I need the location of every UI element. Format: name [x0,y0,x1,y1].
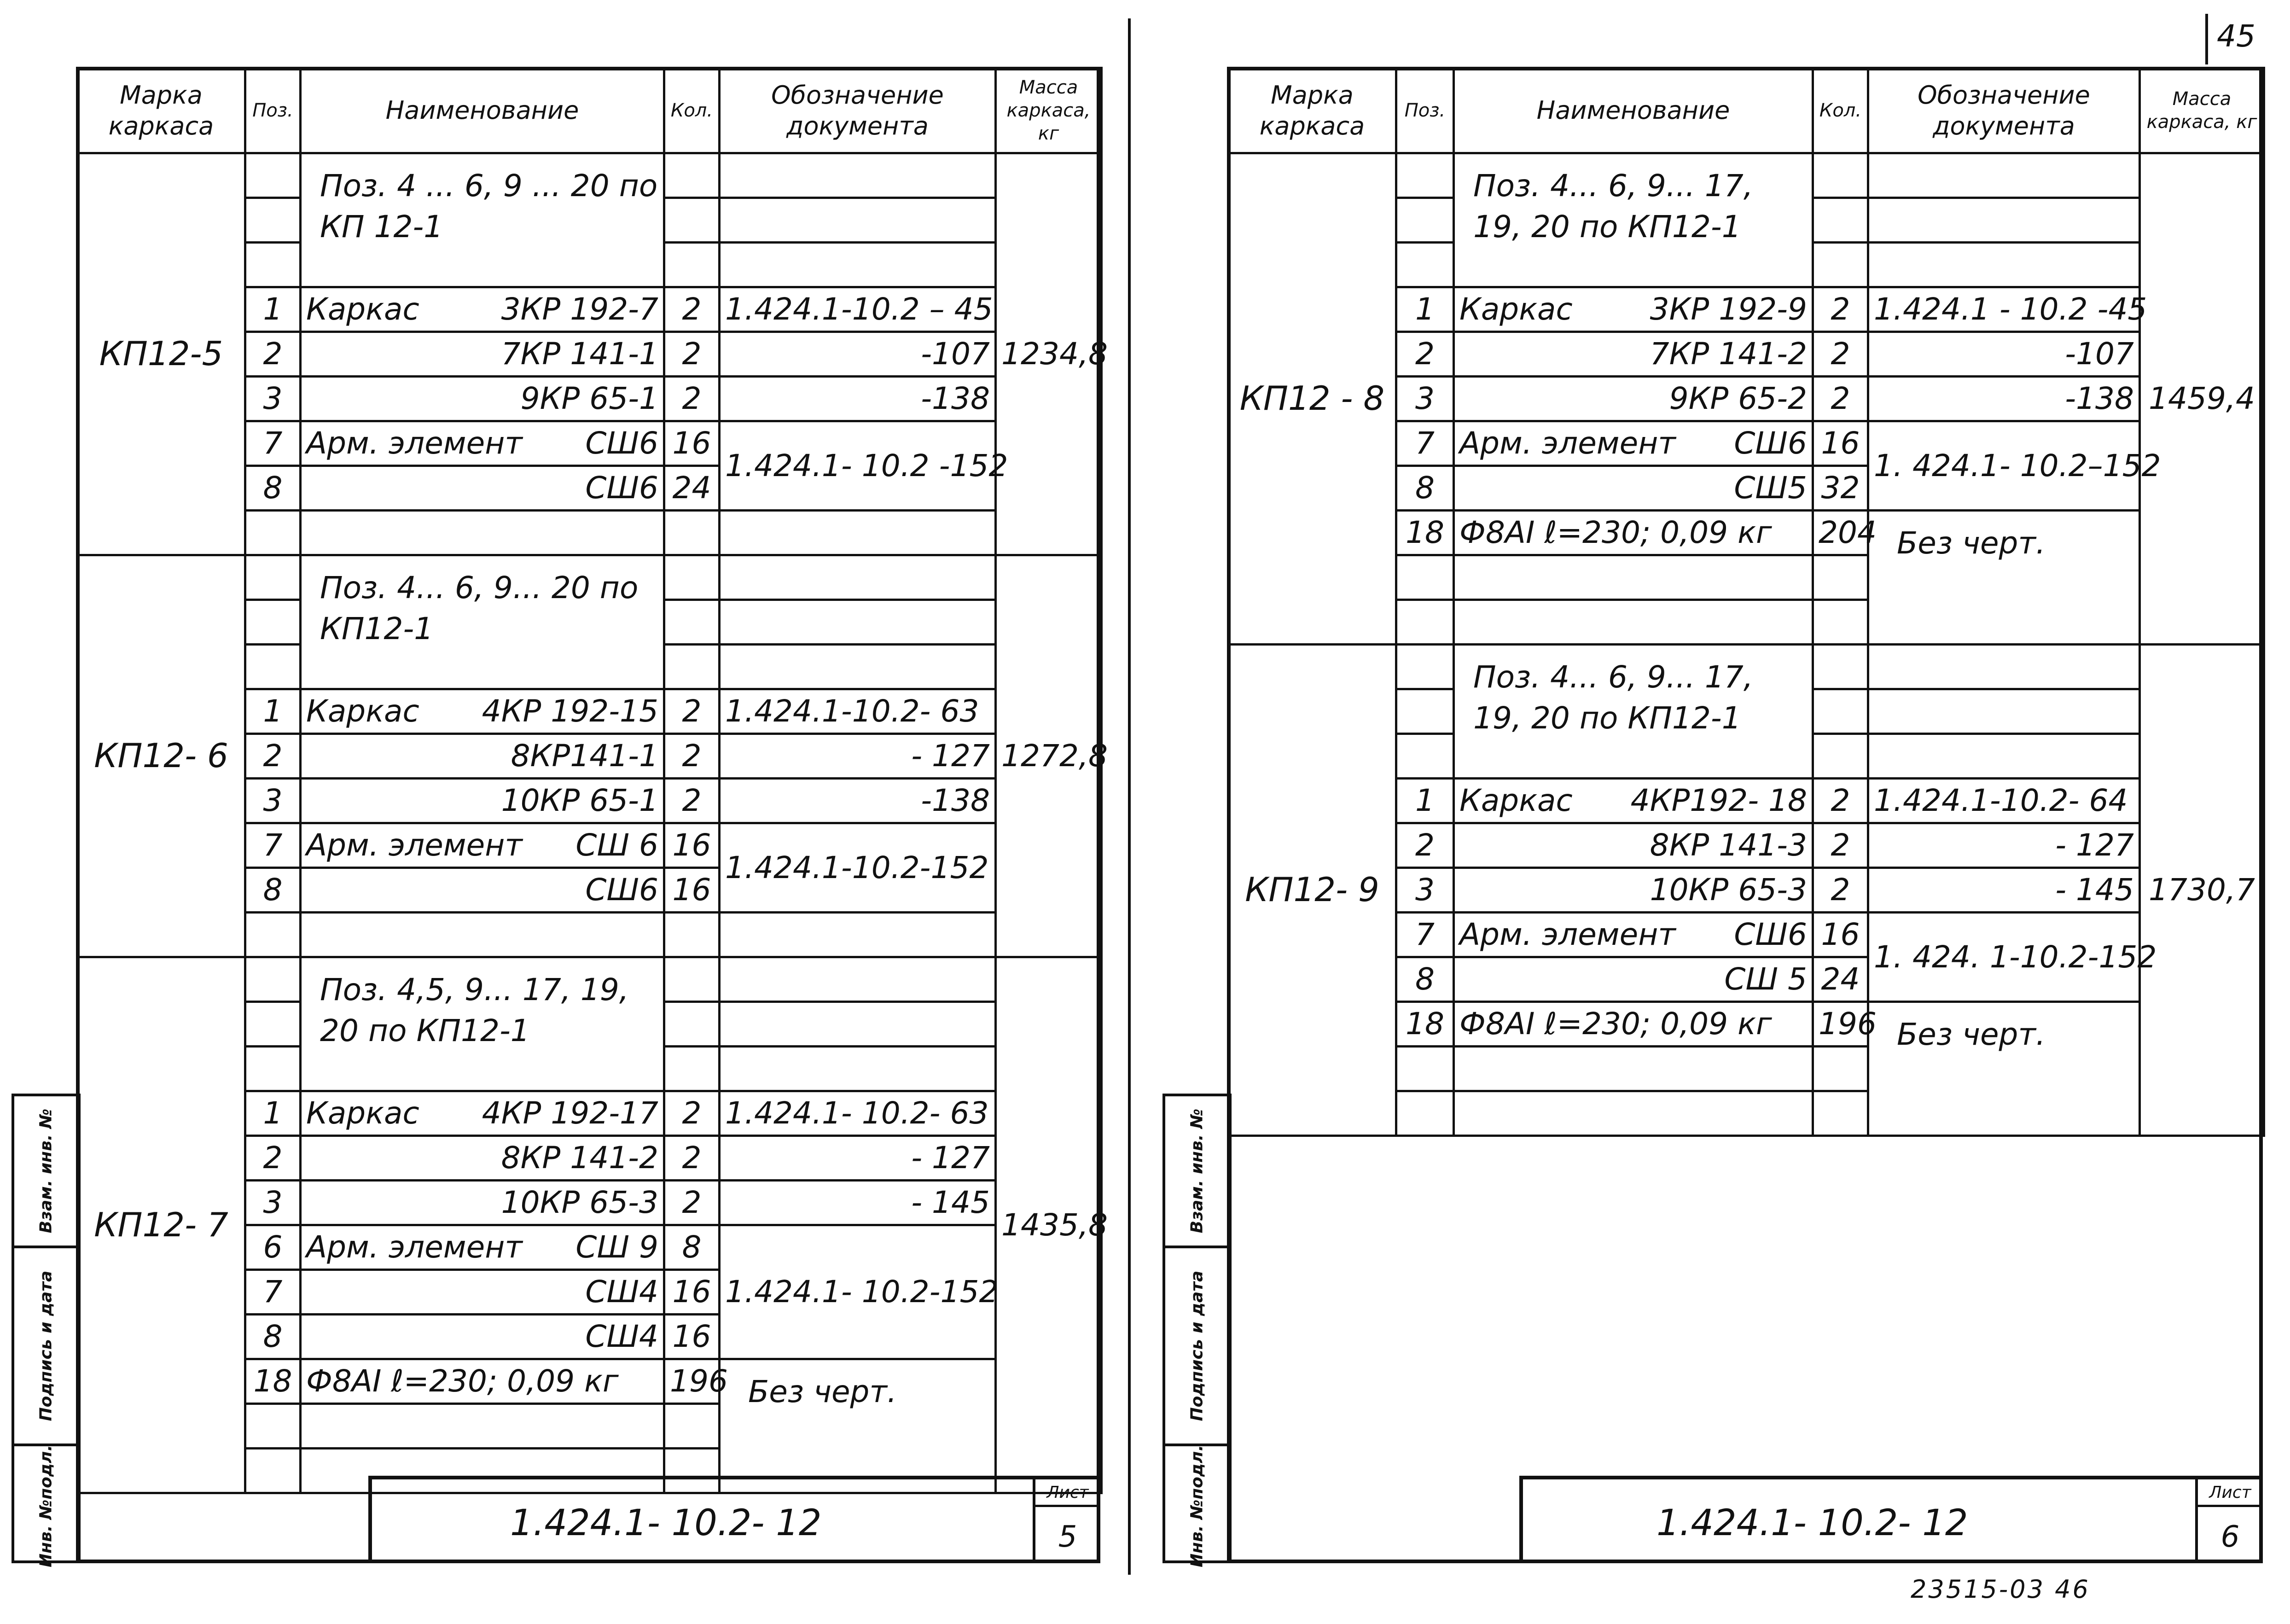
header-doc: Обозначение документа [1868,68,2140,153]
qty-cell: 16 [664,823,720,868]
left-spec-table [76,67,1108,1494]
header-pos: Поз. [245,68,301,153]
name-cell [301,734,664,779]
qty-cell: 2 [664,287,720,332]
doc-cell: -107 [1868,332,2140,377]
name-cell [301,1091,664,1136]
qty-cell [664,198,720,243]
item-code: СШ 6 [575,827,658,863]
name-cell [301,1136,664,1181]
name-cell [301,1359,664,1404]
item-name: Каркас [306,693,419,729]
name-cell [301,823,664,868]
qty-cell [1813,243,1868,287]
item-name: Каркас [306,291,419,327]
item-code: 10КР 65-1 [501,783,658,819]
item-code: СШ4 [585,1274,658,1310]
qty-cell: 16 [1813,421,1868,466]
doc-cell [1868,198,2140,243]
pos-cell [1396,1047,1454,1091]
name-cell [1454,1091,1813,1136]
pos-cell: 1 [1396,287,1454,332]
item-code: 4КР192- 18 [1630,783,1807,819]
frame-mark: КП12 - 8 [1228,153,1396,645]
qty-cell: 2 [664,377,720,421]
right-spec-table [1227,67,2265,1137]
doc-cell [720,957,996,1002]
pos-cell [1396,1091,1454,1136]
header-qty: Кол. [664,68,720,153]
qty-cell: 24 [664,466,720,511]
qty-cell: 2 [1813,332,1868,377]
qty-cell: 2 [664,1091,720,1136]
qty-cell: 16 [664,1315,720,1359]
doc-cell: - 145 [1868,868,2140,913]
qty-cell [1813,555,1868,600]
name-cell [301,689,664,734]
right-approval-sidebar [1162,1094,1232,1568]
qty-cell [664,243,720,287]
header-mass: Масса каркаса, кг [2140,68,2264,153]
name-cell [1454,287,1813,332]
pos-cell [1396,153,1454,198]
item-name: Арм. элемент [306,1229,523,1265]
group-intro: Поз. 4... 6, 9... 17, 19, 20 по КП12-1 [1454,645,1813,779]
doc-cell: -107 [720,332,996,377]
table-row [77,957,1102,1002]
name-cell [301,377,664,421]
qty-cell [664,153,720,198]
item-name: Ф8АI ℓ=230; 0,09 кг [1459,1006,1772,1042]
qty-cell: 16 [664,868,720,913]
name-cell [1454,1047,1813,1091]
sidebar-replace-label: Взам. инв. № [1187,1108,1207,1234]
doc-cell [1868,243,2140,287]
pos-cell [245,198,301,243]
left-approval-sidebar [12,1094,81,1568]
pos-cell: 18 [245,1359,301,1404]
item-name: Арм. элемент [1459,425,1676,461]
item-name: Ф8АI ℓ=230; 0,09 кг [306,1363,619,1399]
name-cell [301,779,664,823]
doc-cell: 1.424.1-10.2- 64 [1868,779,2140,823]
pos-cell [245,1002,301,1047]
name-cell [301,1404,664,1449]
qty-cell [1813,600,1868,645]
qty-cell: 2 [1813,868,1868,913]
sidebar-replace-label: Взам. инв. № [36,1108,56,1234]
doc-cell [720,913,996,957]
name-cell [1454,868,1813,913]
doc-cell: -138 [720,779,996,823]
doc-cell: 1.424.1 - 10.2 -45 [1868,287,2140,332]
item-code: 9КР 65-1 [520,381,658,417]
item-code: СШ6 [1734,917,1807,953]
header-name: Наименование [301,68,664,153]
qty-cell: 2 [1813,287,1868,332]
pos-cell [245,600,301,645]
table-row [1228,645,2264,689]
pos-cell: 7 [1396,913,1454,957]
qty-cell: 2 [1813,823,1868,868]
item-code: 10КР 65-3 [501,1185,658,1221]
name-cell [301,511,664,555]
qty-cell: 2 [1813,779,1868,823]
doc-cell: - 127 [720,1136,996,1181]
item-code: 10КР 65-3 [1650,872,1807,908]
qty-cell [664,1047,720,1091]
pos-cell: 1 [1396,779,1454,823]
qty-cell [1813,734,1868,779]
pos-cell: 2 [1396,823,1454,868]
qty-cell: 16 [664,421,720,466]
frame-mass: 1730,7 [2140,645,2264,1136]
pos-cell: 3 [245,779,301,823]
item-name: Ф8АI ℓ=230; 0,09 кг [1459,515,1772,551]
qty-cell: 2 [664,1181,720,1225]
pos-cell: 8 [245,1315,301,1359]
doc-cell: -138 [720,377,996,421]
pos-cell [245,511,301,555]
name-cell [1454,1002,1813,1047]
header-mass: Масса каркаса, кг [996,68,1102,153]
name-cell [1454,555,1813,600]
pos-cell: 7 [245,1270,301,1315]
item-code: СШ5 [1734,470,1807,506]
doc-cell [720,1047,996,1091]
name-cell [301,868,664,913]
pos-cell: 8 [1396,957,1454,1002]
name-cell [301,1181,664,1225]
name-cell [1454,957,1813,1002]
item-code: СШ6 [1734,425,1807,461]
qty-cell: 2 [664,1136,720,1181]
pos-cell [245,1449,301,1493]
qty-cell [664,913,720,957]
item-code: СШ6 [585,872,658,908]
pos-cell: 18 [1396,1002,1454,1047]
qty-cell: 2 [664,332,720,377]
frame-mass: 1272,8 [996,555,1102,957]
qty-cell: 32 [1813,466,1868,511]
qty-cell [664,511,720,555]
name-cell [301,1270,664,1315]
qty-cell: 8 [664,1225,720,1270]
qty-cell [664,1404,720,1449]
item-code: 4КР 192-17 [482,1095,658,1131]
doc-cell [720,1002,996,1047]
name-cell [301,421,664,466]
right-title-block [1519,1476,2263,1563]
table-row [77,153,1102,198]
name-cell [1454,913,1813,957]
qty-cell: 204 [1813,511,1868,555]
name-cell [301,287,664,332]
item-code: 3КР 192-7 [501,291,658,327]
doc-cell [1868,734,2140,779]
name-cell [301,1225,664,1270]
doc-cell: 1. 424.1- 10.2–152 [1868,421,2140,511]
pos-cell [245,957,301,1002]
doc-cell [720,645,996,689]
pos-cell [1396,689,1454,734]
group-intro: Поз. 4,5, 9... 17, 19, 20 по КП12-1 [301,957,664,1091]
item-name: Каркас [1459,291,1573,327]
qty-cell: 2 [1813,377,1868,421]
frame-mark: КП12- 7 [77,957,245,1493]
qty-cell [1813,645,1868,689]
qty-cell [1813,1091,1868,1136]
sheet-label: Лист [1035,1483,1100,1507]
pos-cell: 6 [245,1225,301,1270]
pos-cell: 3 [1396,868,1454,913]
item-name: Каркас [1459,783,1573,819]
name-cell [1454,823,1813,868]
doc-cell [720,153,996,198]
pos-cell: 7 [245,421,301,466]
doc-cell: - 145 [720,1181,996,1225]
doc-cell [1868,689,2140,734]
center-divider [1128,18,1131,1575]
pos-cell [245,645,301,689]
qty-cell [664,555,720,600]
doc-cell: 1.424.1-10.2- 63 [720,689,996,734]
item-code: 3КР 192-9 [1650,291,1807,327]
frame-mark: КП12- 9 [1228,645,1396,1136]
doc-cell: Без черт. [720,1359,996,1493]
table-row [1228,153,2264,198]
frame-mark: КП12-5 [77,153,245,555]
sidebar-inv-label: Инв. №подл. [36,1444,56,1568]
pos-cell: 18 [1396,511,1454,555]
name-cell [301,332,664,377]
name-cell [1454,466,1813,511]
sheet-label: Лист [2198,1483,2262,1507]
item-code: СШ6 [585,470,658,506]
pos-cell: 2 [1396,332,1454,377]
item-code: 4КР 192-15 [482,693,658,729]
pos-cell: 8 [245,466,301,511]
item-code: 7КР 141-2 [1650,336,1807,372]
frame-mass: 1459,4 [2140,153,2264,645]
qty-cell: 24 [1813,957,1868,1002]
pos-cell: 3 [245,1181,301,1225]
qty-cell: 2 [664,734,720,779]
pos-cell [245,1404,301,1449]
doc-cell [1868,153,2140,198]
pos-cell [1396,645,1454,689]
item-name: Арм. элемент [306,425,523,461]
name-cell [301,466,664,511]
name-cell [301,913,664,957]
table-header-row [77,68,1102,153]
qty-cell [664,645,720,689]
qty-cell [1813,153,1868,198]
sidebar-signature-label: Подпись и дата [1187,1270,1207,1421]
item-code: 8КР 141-2 [501,1140,658,1176]
group-intro: Поз. 4 ... 6, 9 ... 20 по КП 12-1 [301,153,664,287]
name-cell [1454,421,1813,466]
header-name: Наименование [1454,68,1813,153]
item-code: СШ6 [585,425,658,461]
doc-cell: 1.424.1- 10.2 -152 [720,421,996,511]
doc-cell: - 127 [1868,823,2140,868]
item-name: Каркас [306,1095,419,1131]
pos-cell [1396,198,1454,243]
name-cell [1454,600,1813,645]
sheet-number-box [1033,1479,1100,1560]
item-code: 7КР 141-1 [501,336,658,372]
doc-cell [720,600,996,645]
qty-cell: 16 [1813,913,1868,957]
header-mark: Марка каркаса [1228,68,1396,153]
doc-cell: 1.424.1- 10.2-152 [720,1225,996,1359]
pos-cell [1396,734,1454,779]
qty-cell [1813,1047,1868,1091]
header-pos: Поз. [1396,68,1454,153]
pos-cell [245,913,301,957]
pos-cell [1396,600,1454,645]
qty-cell [1813,689,1868,734]
doc-cell: Без черт. [1868,511,2140,645]
name-cell [301,1315,664,1359]
pos-cell: 7 [245,823,301,868]
group-intro: Поз. 4... 6, 9... 17, 19, 20 по КП12-1 [1454,153,1813,287]
item-name: Арм. элемент [1459,917,1676,953]
sidebar-inv-label: Инв. №подл. [1187,1444,1207,1568]
item-name: Арм. элемент [306,827,523,863]
pos-cell: 2 [245,332,301,377]
table-header-row [1228,68,2264,153]
name-cell [1454,779,1813,823]
qty-cell: 16 [664,1270,720,1315]
item-code: СШ 9 [575,1229,658,1265]
qty-cell: 196 [664,1359,720,1404]
item-code: 8КР 141-3 [1650,827,1807,863]
left-title-block [368,1476,1100,1563]
qty-cell [664,1002,720,1047]
doc-cell [720,555,996,600]
pos-cell: 1 [245,689,301,734]
doc-cell [720,198,996,243]
header-qty: Кол. [1813,68,1868,153]
header-mark: Марка каркаса [77,68,245,153]
item-code: СШ4 [585,1319,658,1355]
pos-cell [245,1047,301,1091]
doc-cell: -138 [1868,377,2140,421]
name-cell [1454,511,1813,555]
pos-cell [1396,243,1454,287]
pos-cell: 2 [245,1136,301,1181]
pos-cell: 2 [245,734,301,779]
pos-cell [245,243,301,287]
doc-cell: 1.424.1- 10.2- 63 [720,1091,996,1136]
frame-mark: КП12- 6 [77,555,245,957]
name-cell [1454,377,1813,421]
item-code: СШ 5 [1724,961,1807,997]
pos-cell: 8 [1396,466,1454,511]
doc-cell: 1. 424. 1-10.2-152 [1868,913,2140,1002]
item-code: 8КР141-1 [511,738,658,774]
pos-cell: 1 [245,1091,301,1136]
frame-mass: 1234,8 [996,153,1102,555]
name-cell [1454,332,1813,377]
pos-cell [245,153,301,198]
pos-cell: 3 [1396,377,1454,421]
pos-cell [245,555,301,600]
page-number: 45 [2217,18,2255,54]
qty-cell [1813,198,1868,243]
pos-cell: 1 [245,287,301,332]
doc-cell: 1.424.1-10.2-152 [720,823,996,913]
qty-cell: 196 [1813,1002,1868,1047]
pos-cell [1396,555,1454,600]
doc-cell [720,511,996,555]
pos-cell: 7 [1396,421,1454,466]
sheet-number: 5 [1058,1520,1077,1554]
sheet-number: 6 [2220,1520,2240,1554]
table-row [77,555,1102,600]
qty-cell: 2 [664,689,720,734]
item-code: 9КР 65-2 [1669,381,1807,417]
title-block-code: 1.424.1- 10.2- 12 [1656,1502,1968,1544]
group-intro: Поз. 4... 6, 9... 20 по КП12-1 [301,555,664,689]
title-block-code: 1.424.1- 10.2- 12 [510,1502,822,1544]
doc-cell: 1.424.1-10.2 – 45 [720,287,996,332]
qty-cell: 2 [664,779,720,823]
doc-cell [1868,645,2140,689]
pos-cell: 3 [245,377,301,421]
qty-cell [664,600,720,645]
footer-archive-code: 23515-03 46 [1911,1575,2090,1604]
page-number-mark [2205,14,2208,64]
sidebar-signature-label: Подпись и дата [36,1270,56,1421]
frame-mass: 1435,8 [996,957,1102,1493]
qty-cell [664,957,720,1002]
doc-cell: - 127 [720,734,996,779]
doc-cell [720,243,996,287]
pos-cell: 8 [245,868,301,913]
header-doc: Обозначение документа [720,68,996,153]
sheet-number-box [2195,1479,2262,1560]
doc-cell: Без черт. [1868,1002,2140,1136]
